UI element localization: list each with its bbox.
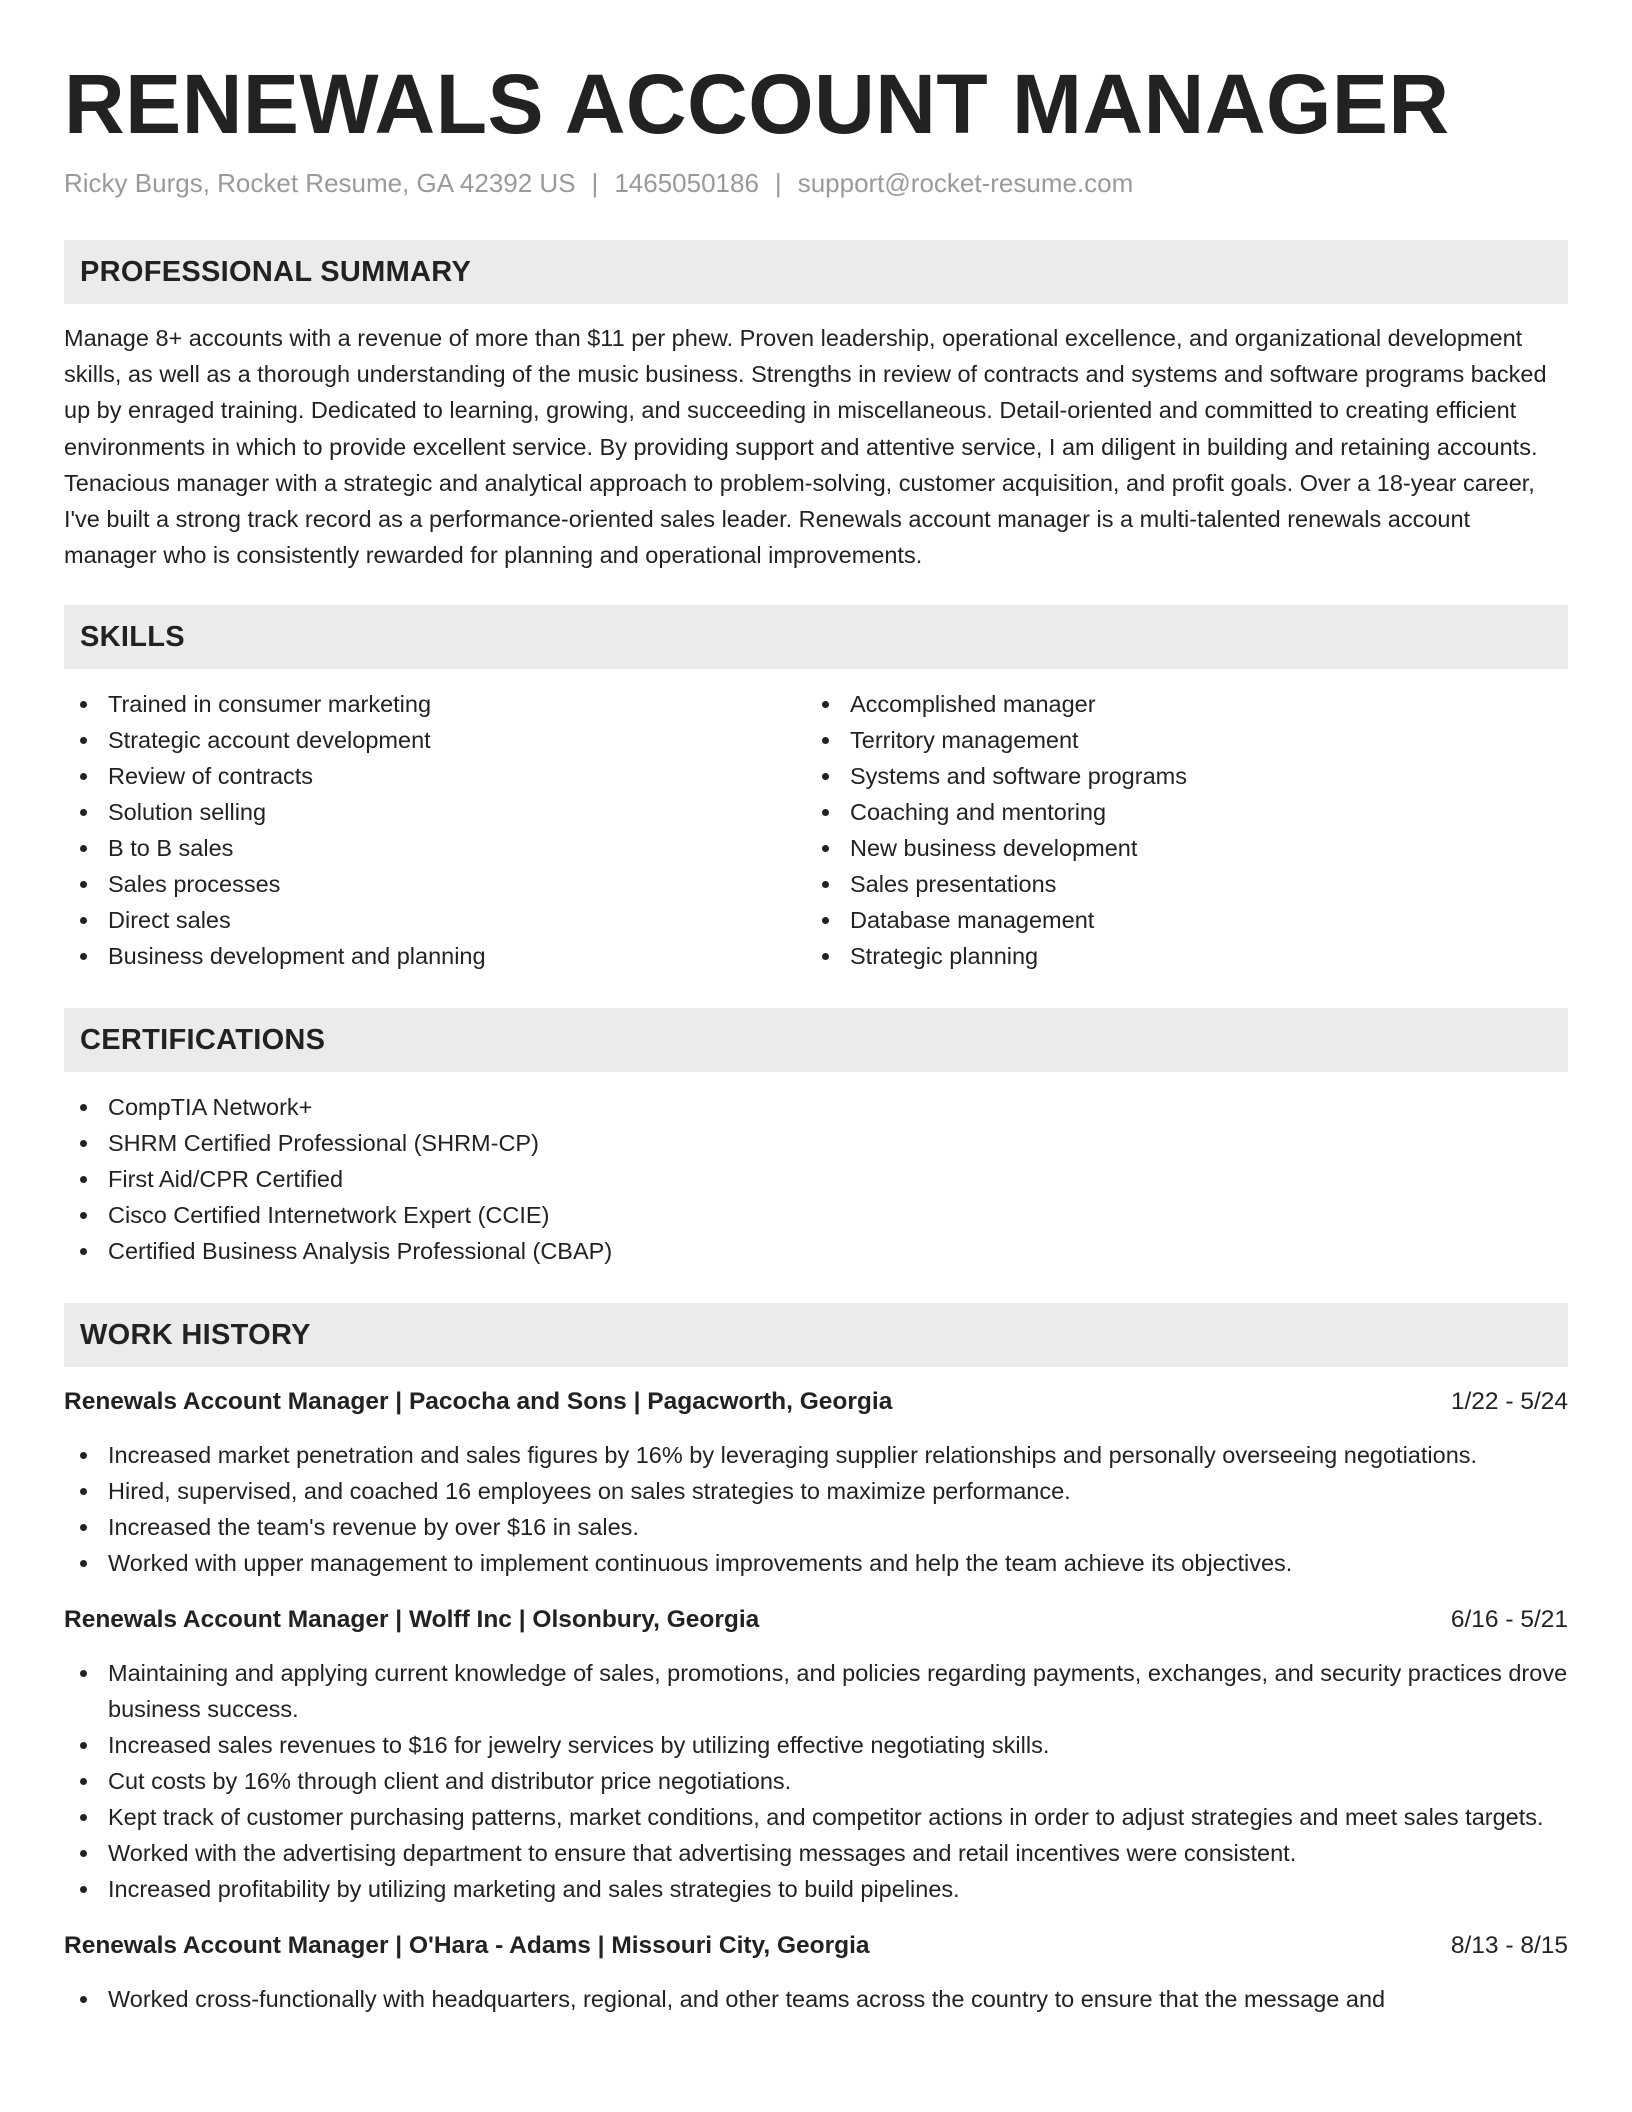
- contact-separator: |: [591, 168, 599, 198]
- job-dates: 1/22 - 5/24: [1450, 1388, 1568, 1416]
- certifications-list: [64, 1089, 1568, 1269]
- skill-item: Trained in consumer marketing: [64, 686, 806, 722]
- job-bullet: Increased the team's revenue by over $16 in sales.: [64, 1509, 1568, 1545]
- job-bullets: [64, 1437, 1568, 1581]
- job-bullet: Cut costs by 16% through client and distributor price negotiations.: [64, 1763, 1568, 1799]
- job-bullet: Kept track of customer purchasing patterns, market conditions, and competitor actions in order to adjust strategies and meet sales targets.: [64, 1799, 1568, 1835]
- certifications-heading: CERTIFICATIONS: [64, 1008, 1568, 1072]
- summary-text: Manage 8+ accounts with a revenue of more than $11 per phew. Proven leadership, operational excellence, and organizational development skills, as well as a thorough understanding of the music business. Strengths in review of contracts and systems and software programs backed up by enraged training. Dedicated to learning, growing, and succeeding in miscellaneous. Detail-oriented and committed to creating efficient environments in which to provide excellent service. By providing support and attentive service, I am diligent in building and retaining accounts. Tenacious manager with a strategic and analytical approach to problem-solving, customer acquisition, and profit goals. Over a 18-year career, I've built a strong track record as a performance-oriented sales leader. Renewals account manager is a multi-talented renewals account manager who is consistently rewarded for planning and operational improvements.: [64, 325, 1547, 569]
- skill-item: Systems and software programs: [806, 758, 1548, 794]
- contact-line: [64, 166, 1568, 200]
- skill-item: Sales processes: [64, 866, 806, 902]
- skills-section: [64, 605, 1568, 974]
- job-header: [64, 1603, 1568, 1637]
- job-title: Renewals Account Manager | O'Hara - Adams | Missouri City, Georgia: [64, 1932, 870, 1960]
- skill-item: Accomplished manager: [806, 686, 1548, 722]
- certification-item: SHRM Certified Professional (SHRM-CP): [64, 1125, 1568, 1161]
- skill-item: Solution selling: [64, 794, 806, 830]
- summary-section: [64, 240, 1568, 573]
- job-dates: 8/13 - 8/15: [1450, 1932, 1568, 1960]
- job-title: Renewals Account Manager | Pacocha and Sons | Pagacworth, Georgia: [64, 1388, 893, 1416]
- contact-phone: 1465050186: [614, 168, 759, 198]
- contact-separator: |: [774, 168, 782, 198]
- certification-item: Cisco Certified Internetwork Expert (CCIE): [64, 1197, 1568, 1233]
- job-entry: [64, 1385, 1568, 1581]
- skill-item: Review of contracts: [64, 758, 806, 794]
- job-bullets: [64, 1655, 1568, 1907]
- certification-item: First Aid/CPR Certified: [64, 1161, 1568, 1197]
- skills-heading: SKILLS: [64, 605, 1568, 669]
- job-bullet: Hired, supervised, and coached 16 employees on sales strategies to maximize performance.: [64, 1473, 1568, 1509]
- job-header: [64, 1385, 1568, 1419]
- job-entry: [64, 1929, 1568, 2017]
- skill-item: Strategic account development: [64, 722, 806, 758]
- skill-item: Territory management: [806, 722, 1548, 758]
- skills-list-left: [64, 686, 806, 974]
- skill-item: B to B sales: [64, 830, 806, 866]
- job-bullets: [64, 1981, 1568, 2017]
- contact-address: Ricky Burgs, Rocket Resume, GA 42392 US: [64, 168, 576, 198]
- job-bullet: Maintaining and applying current knowledge of sales, promotions, and policies regarding payments, exchanges, and security practices drove business success.: [64, 1655, 1568, 1727]
- certifications-section: [64, 1008, 1568, 1269]
- job-dates: 6/16 - 5/21: [1450, 1606, 1568, 1634]
- skill-item: Business development and planning: [64, 938, 806, 974]
- certification-item: Certified Business Analysis Professional (CBAP): [64, 1233, 1568, 1269]
- skill-item: Direct sales: [64, 902, 806, 938]
- work-history-section: [64, 1303, 1568, 2017]
- certification-item: CompTIA Network+: [64, 1089, 1568, 1125]
- work-history-heading: WORK HISTORY: [64, 1303, 1568, 1367]
- contact-email[interactable]: support@rocket-resume.com: [797, 168, 1134, 198]
- job-bullet: Worked cross-functionally with headquarters, regional, and other teams across the country to ensure that the message and: [64, 1981, 1568, 2017]
- skill-item: Sales presentations: [806, 866, 1548, 902]
- skills-grid: [64, 686, 1568, 974]
- job-header: [64, 1929, 1568, 1963]
- job-entry: [64, 1603, 1568, 1907]
- job-title: Renewals Account Manager | Wolff Inc | Olsonbury, Georgia: [64, 1606, 760, 1634]
- skill-item: New business development: [806, 830, 1548, 866]
- job-bullet: Increased profitability by utilizing marketing and sales strategies to build pipelines.: [64, 1871, 1568, 1907]
- job-bullet: Increased sales revenues to $16 for jewelry services by utilizing effective negotiating skills.: [64, 1727, 1568, 1763]
- job-bullet: Worked with the advertising department to ensure that advertising messages and retail incentives were consistent.: [64, 1835, 1568, 1871]
- skill-item: Strategic planning: [806, 938, 1548, 974]
- summary-heading: PROFESSIONAL SUMMARY: [64, 240, 1568, 304]
- job-bullet: Increased market penetration and sales figures by 16% by leveraging supplier relationships and personally overseeing negotiations.: [64, 1437, 1568, 1473]
- skill-item: Coaching and mentoring: [806, 794, 1548, 830]
- job-bullet: Worked with upper management to implement continuous improvements and help the team achieve its objectives.: [64, 1545, 1568, 1581]
- resume-title: RENEWALS ACCOUNT MANAGER: [64, 57, 1450, 151]
- skills-list-right: [806, 686, 1548, 974]
- skill-item: Database management: [806, 902, 1548, 938]
